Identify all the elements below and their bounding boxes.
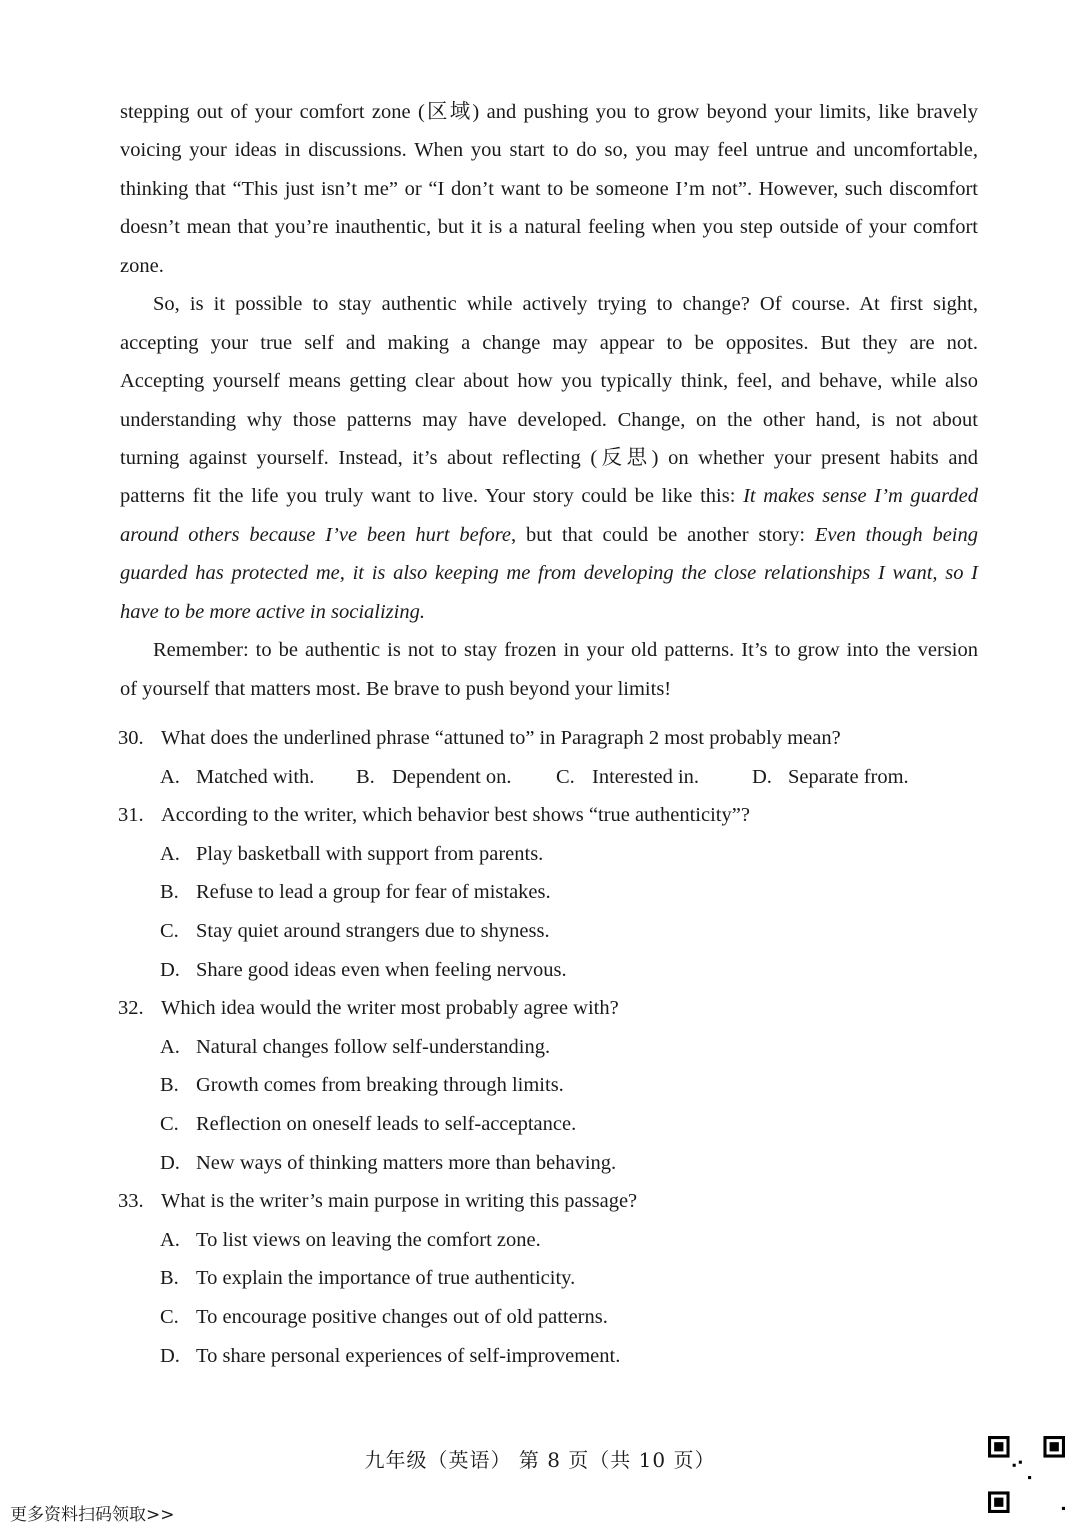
option-letter: D.: [160, 958, 180, 981]
option-letter: A.: [160, 1035, 180, 1058]
option-text: Growth comes from breaking through limits.: [196, 1074, 564, 1097]
question-text: What is the writer’s main purpose in writing this passage?: [161, 1190, 638, 1213]
answer-option[interactable]: [118, 873, 978, 912]
option-text: Refuse to lead a group for fear of mistakes.: [196, 881, 551, 904]
passage-line: [120, 439, 978, 477]
passage: [120, 93, 978, 708]
answer-option[interactable]: [118, 1105, 978, 1144]
answer-option[interactable]: [118, 835, 978, 874]
answer-option[interactable]: [118, 1221, 978, 1260]
answer-option[interactable]: [118, 1144, 978, 1183]
question-text: According to the writer, which behavior best shows “true authenticity”?: [161, 804, 750, 827]
passage-line: [120, 362, 978, 400]
passage-line: [120, 170, 978, 208]
answer-option[interactable]: [118, 951, 978, 990]
option-text: Stay quiet around strangers due to shyness.: [196, 919, 550, 942]
question-number: 33.: [118, 1190, 144, 1213]
option-letter: B.: [356, 765, 375, 788]
passage-line: [120, 516, 978, 554]
passage-line: [120, 593, 978, 631]
option-letter: C.: [556, 765, 575, 788]
question-stem: [118, 719, 978, 758]
answer-option[interactable]: [356, 758, 512, 797]
text: patterns fit the life you truly want to live. Your story could be like this:: [120, 485, 744, 508]
option-text: To explain the importance of true authenticity.: [196, 1267, 576, 1290]
question-text: What does the underlined phrase “attuned to” in Paragraph 2 most probably mean?: [161, 727, 841, 749]
question-text: Which idea would the writer most probably agree with?: [161, 997, 619, 1020]
option-text: Reflection on oneself leads to self-acceptance.: [196, 1112, 577, 1135]
answer-option[interactable]: [118, 1066, 978, 1105]
passage-line: [120, 631, 978, 669]
option-text: To list views on leaving the comfort zone.: [196, 1228, 541, 1251]
page-footer: 九年级（英语） 第 8 页（共 10 页）: [364, 1448, 716, 1472]
option-text: Interested in.: [592, 765, 700, 788]
text: doesn’t mean that you’re inauthentic, but it is a natural feeling when you step outside of your comfort: [120, 216, 978, 239]
passage-line: [120, 670, 978, 708]
option-letter: A.: [160, 842, 180, 865]
option-letter: A.: [160, 765, 180, 788]
option-letter: C.: [160, 919, 179, 942]
option-letter: D.: [160, 1151, 180, 1174]
passage-line: [120, 131, 978, 169]
option-letter: C.: [160, 1112, 179, 1135]
answer-option[interactable]: [118, 1337, 978, 1376]
question-stem: [118, 989, 978, 1028]
text: voicing your ideas in discussions. When you start to do so, you may feel untrue and uncomfortable,: [120, 139, 978, 162]
text: accepting your true self and making a change may appear to be opposites. But they are not.: [120, 331, 978, 354]
answer-option[interactable]: [118, 1028, 978, 1067]
text: understanding why those patterns may have developed. Change, on the other hand, is not about: [120, 408, 978, 431]
passage-line: [120, 554, 978, 592]
option-letter: B.: [160, 1074, 179, 1097]
passage-line: [120, 285, 978, 323]
option-letter: A.: [160, 1228, 180, 1251]
option-letter: B.: [160, 1267, 179, 1290]
passage-line: [120, 208, 978, 246]
answer-option[interactable]: [160, 758, 314, 797]
question-number: 32.: [118, 997, 144, 1020]
option-text: Share good ideas even when feeling nervous.: [196, 958, 567, 981]
text: Accepting yourself means getting clear about how you typically think, feel, and behave, while also: [120, 370, 978, 393]
passage-line: [120, 477, 978, 515]
option-letter: D.: [752, 765, 772, 788]
italic-text: around others because I’ve been hurt before: [120, 523, 512, 546]
answer-option[interactable]: [556, 758, 699, 797]
question-stem: [118, 1182, 978, 1221]
question-number: 30.: [118, 727, 144, 749]
italic-text: guarded has protected me, it is also keeping me from developing the close relationships I want, so I: [120, 562, 978, 585]
option-text: Matched with.: [196, 765, 315, 788]
passage-line: [120, 401, 978, 439]
option-text: Separate from.: [788, 765, 909, 788]
question-stem: [118, 796, 978, 835]
option-row: [118, 758, 978, 797]
text: thinking that “This just isn’t me” or “I don’t want to be someone I’m not”. However, such discomfort: [120, 177, 978, 200]
text: Remember: to be authentic is not to stay frozen in your old patterns. It’s to grow into the version: [153, 639, 978, 662]
italic-text: have to be more active in socializing.: [120, 600, 425, 623]
answer-option[interactable]: [118, 912, 978, 951]
option-text: New ways of thinking matters more than behaving.: [196, 1151, 617, 1174]
answer-option[interactable]: [118, 1298, 978, 1337]
question-number: 31.: [118, 804, 144, 827]
text: , but that could be another story:: [511, 523, 815, 546]
text: turning against yourself. Instead, it’s about reflecting (反思) on whether your present habits and: [120, 446, 978, 469]
option-letter: C.: [160, 1305, 179, 1328]
more-resources-link[interactable]: 更多资料扫码领取>>: [10, 1505, 175, 1525]
option-text: To encourage positive changes out of old patterns.: [196, 1305, 608, 1328]
italic-text: It makes sense I’m guarded: [743, 485, 978, 508]
option-text: Play basketball with support from parents.: [196, 842, 544, 865]
italic-text: Even though being: [814, 523, 978, 546]
passage-line: [120, 247, 978, 285]
answer-option[interactable]: [752, 758, 909, 797]
text: of yourself that matters most. Be brave to push beyond your limits!: [120, 677, 672, 700]
text: zone.: [120, 254, 164, 277]
option-letter: B.: [160, 881, 179, 904]
option-letter: D.: [160, 1344, 180, 1367]
option-text: Dependent on.: [392, 765, 512, 788]
qr-code-icon: [988, 1436, 1065, 1513]
text: So, is it possible to stay authentic while actively trying to change? Of course. At first sight,: [153, 293, 978, 316]
text: stepping out of your comfort zone (区域) and pushing you to grow beyond your limits, like bravely: [120, 101, 978, 123]
option-text: To share personal experiences of self-improvement.: [196, 1344, 621, 1367]
answer-option[interactable]: [118, 1259, 978, 1298]
passage-line: [120, 93, 978, 131]
questions: [118, 719, 978, 1375]
passage-line: [120, 324, 978, 362]
option-text: Natural changes follow self-understanding.: [196, 1035, 551, 1058]
